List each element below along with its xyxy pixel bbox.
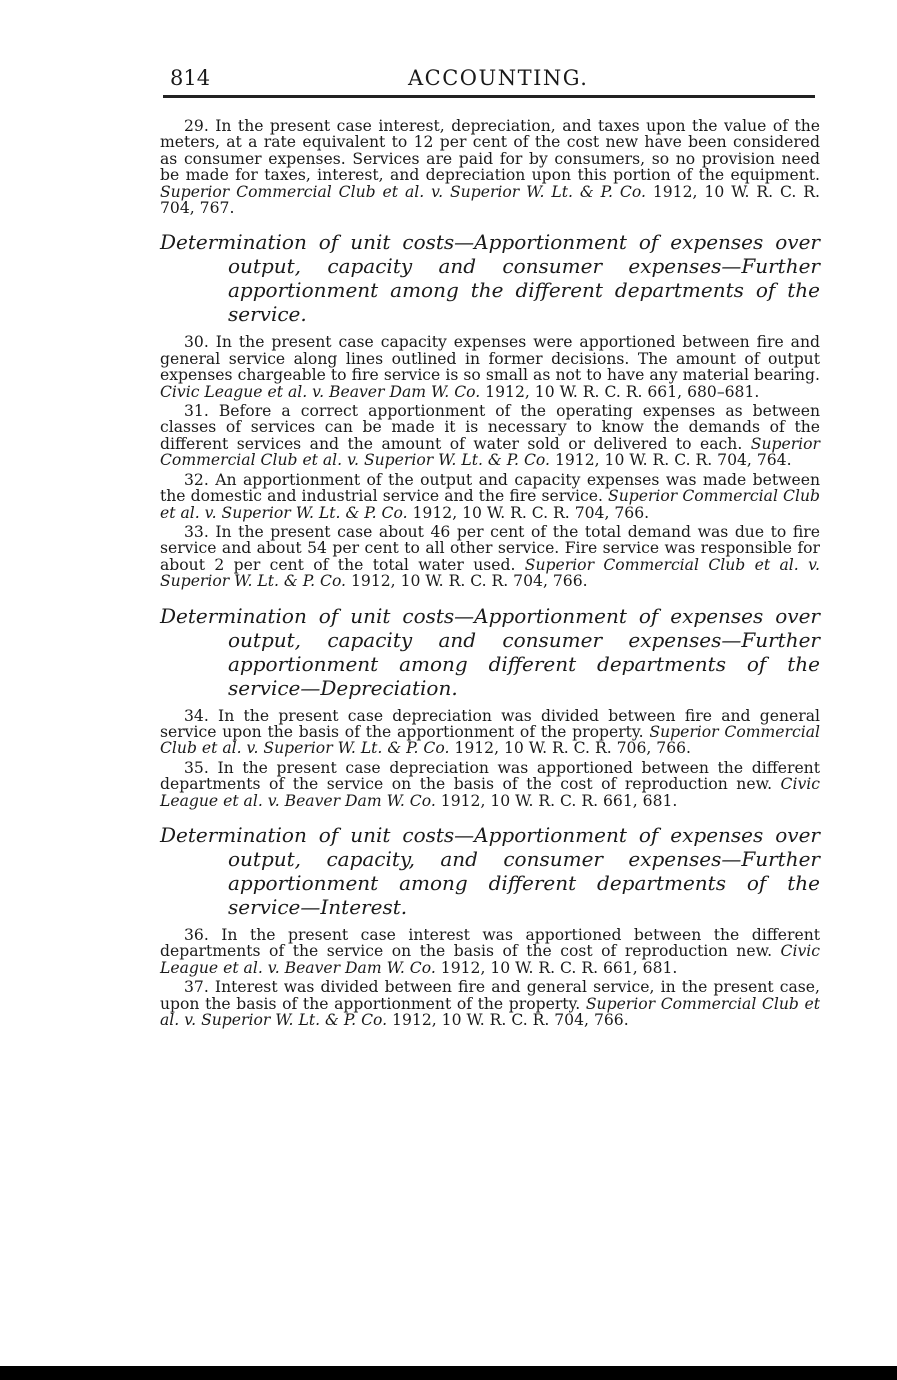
case-citation: Superior Commercial Club et al. v. Superior W. Lt. & P. Co.: [160, 555, 820, 591]
case-citation: Superior Commercial Club et al. v. Superior W. Lt. & P. Co.: [160, 487, 820, 522]
case-citation: Superior Commercial Club et al. v. Superior W. Lt. & P. Co.: [160, 994, 820, 1029]
paragraph-text: 34. In the present case depreciation was divided between fire and general service upon the basis of the apportionment of the property.: [160, 706, 820, 741]
case-citation: Superior Commercial Club et al. v. Superior W. Lt. & P. Co.: [160, 182, 646, 201]
paragraph-text: 31. Before a correct apportionment of the operating expenses as between classes of services can be made it is necessary to know the demands of the different services and the amount of water sold or delivered to each.: [160, 402, 820, 453]
paragraph-text: 37. Interest was divided between fire and general service, in the present case, upon the basis of the apportionment of the property.: [160, 978, 820, 1013]
paragraph: [160, 472, 820, 521]
paragraph-text: 33. In the present case about 46 per cent of the total demand was due to fire service and about 54 per cent to all other service. Fire service was responsible for about 2 per cent of the total water used.: [160, 522, 820, 574]
case-citation: Civic League et al. v. Beaver Dam W. Co.: [160, 382, 481, 401]
running-title: ACCOUNTING.: [408, 66, 589, 90]
paragraph: [160, 118, 820, 216]
citation-reference: 1912, 10 W. R. C. R. 704, 766.: [387, 1011, 629, 1029]
paragraph: [160, 524, 820, 590]
citation-reference: 1912, 10 W. R. C. R. 704, 764.: [549, 451, 792, 470]
citation-reference: 1912, 10 W. R. C. R. 704, 767.: [160, 182, 820, 218]
paragraph-text: 35. In the present case depreciation was apportioned between the different departments of the service on the basis of the cost of reproduction new.: [160, 758, 820, 794]
headnote: Determination of unit costs—Apportionment of expenses over output, capacity and consumer expenses—Further apportionment among the different departments of the service.: [160, 230, 820, 327]
paragraph: [160, 979, 820, 1028]
paragraph-text: 32. An apportionment of the output and capacity expenses was made between the domestic and industrial service and the fire service.: [160, 470, 820, 506]
citation-reference: 1912, 10 W. R. C. R. 661, 681.: [435, 791, 678, 810]
page-header: [165, 64, 815, 94]
paragraph-text: 29. In the present case interest, depreciation, and taxes upon the value of the meters, at a rate equivalent to 12 per cent of the cost new have been considered as consumer expenses. Services are paid for by consumers, so no provision need be made for taxes, interest, and depreciation upon this portion of the equipment.: [160, 117, 820, 185]
headnote: Determination of unit costs—Apportionment of expenses over output, capacity and consumer expenses—Further apportionment among different departments of the service—Depreciation.: [160, 603, 820, 700]
paragraph: [160, 927, 820, 976]
citation-reference: 1912, 10 W. R. C. R. 661, 680–681.: [480, 382, 760, 401]
headnote: Determination of unit costs—Apportionment of expenses over output, capacity, and consumer expenses—Further apportionment among different departments of the service—Interest.: [160, 822, 820, 919]
paragraph: [160, 403, 820, 469]
citation-reference: 1912, 10 W. R. C. R. 704, 766.: [346, 572, 588, 591]
case-citation: Civic League et al. v. Beaver Dam W. Co.: [160, 775, 820, 810]
scan-edge-bar: [0, 1366, 897, 1380]
citation-reference: 1912, 10 W. R. C. R. 704, 766.: [407, 503, 650, 522]
case-citation: Superior Commercial Club et al. v. Superior W. Lt. & P. Co.: [160, 434, 820, 470]
citation-reference: 1912, 10 W. R. C. R. 706, 766.: [449, 739, 692, 758]
page-body: [160, 118, 820, 1031]
paragraph-text: 30. In the present case capacity expenses were apportioned between fire and general service along lines outlined in former decisions. The amount of output expenses chargeable to fire service is so small as not to have any material bearing.: [160, 333, 820, 385]
citation-reference: 1912, 10 W. R. C. R. 661, 681.: [435, 958, 678, 977]
header-rule: [163, 95, 815, 98]
paragraph: [160, 760, 820, 809]
paragraph: [160, 334, 820, 400]
paragraph: [160, 708, 820, 757]
paragraph-text: 36. In the present case interest was apportioned between the different departments of the service on the basis of the cost of reproduction new.: [160, 925, 820, 961]
page-number: 814: [170, 66, 211, 90]
case-citation: Civic League et al. v. Beaver Dam W. Co.: [160, 942, 820, 977]
case-citation: Superior Commercial Club et al. v. Superior W. Lt. & P. Co.: [160, 722, 820, 758]
